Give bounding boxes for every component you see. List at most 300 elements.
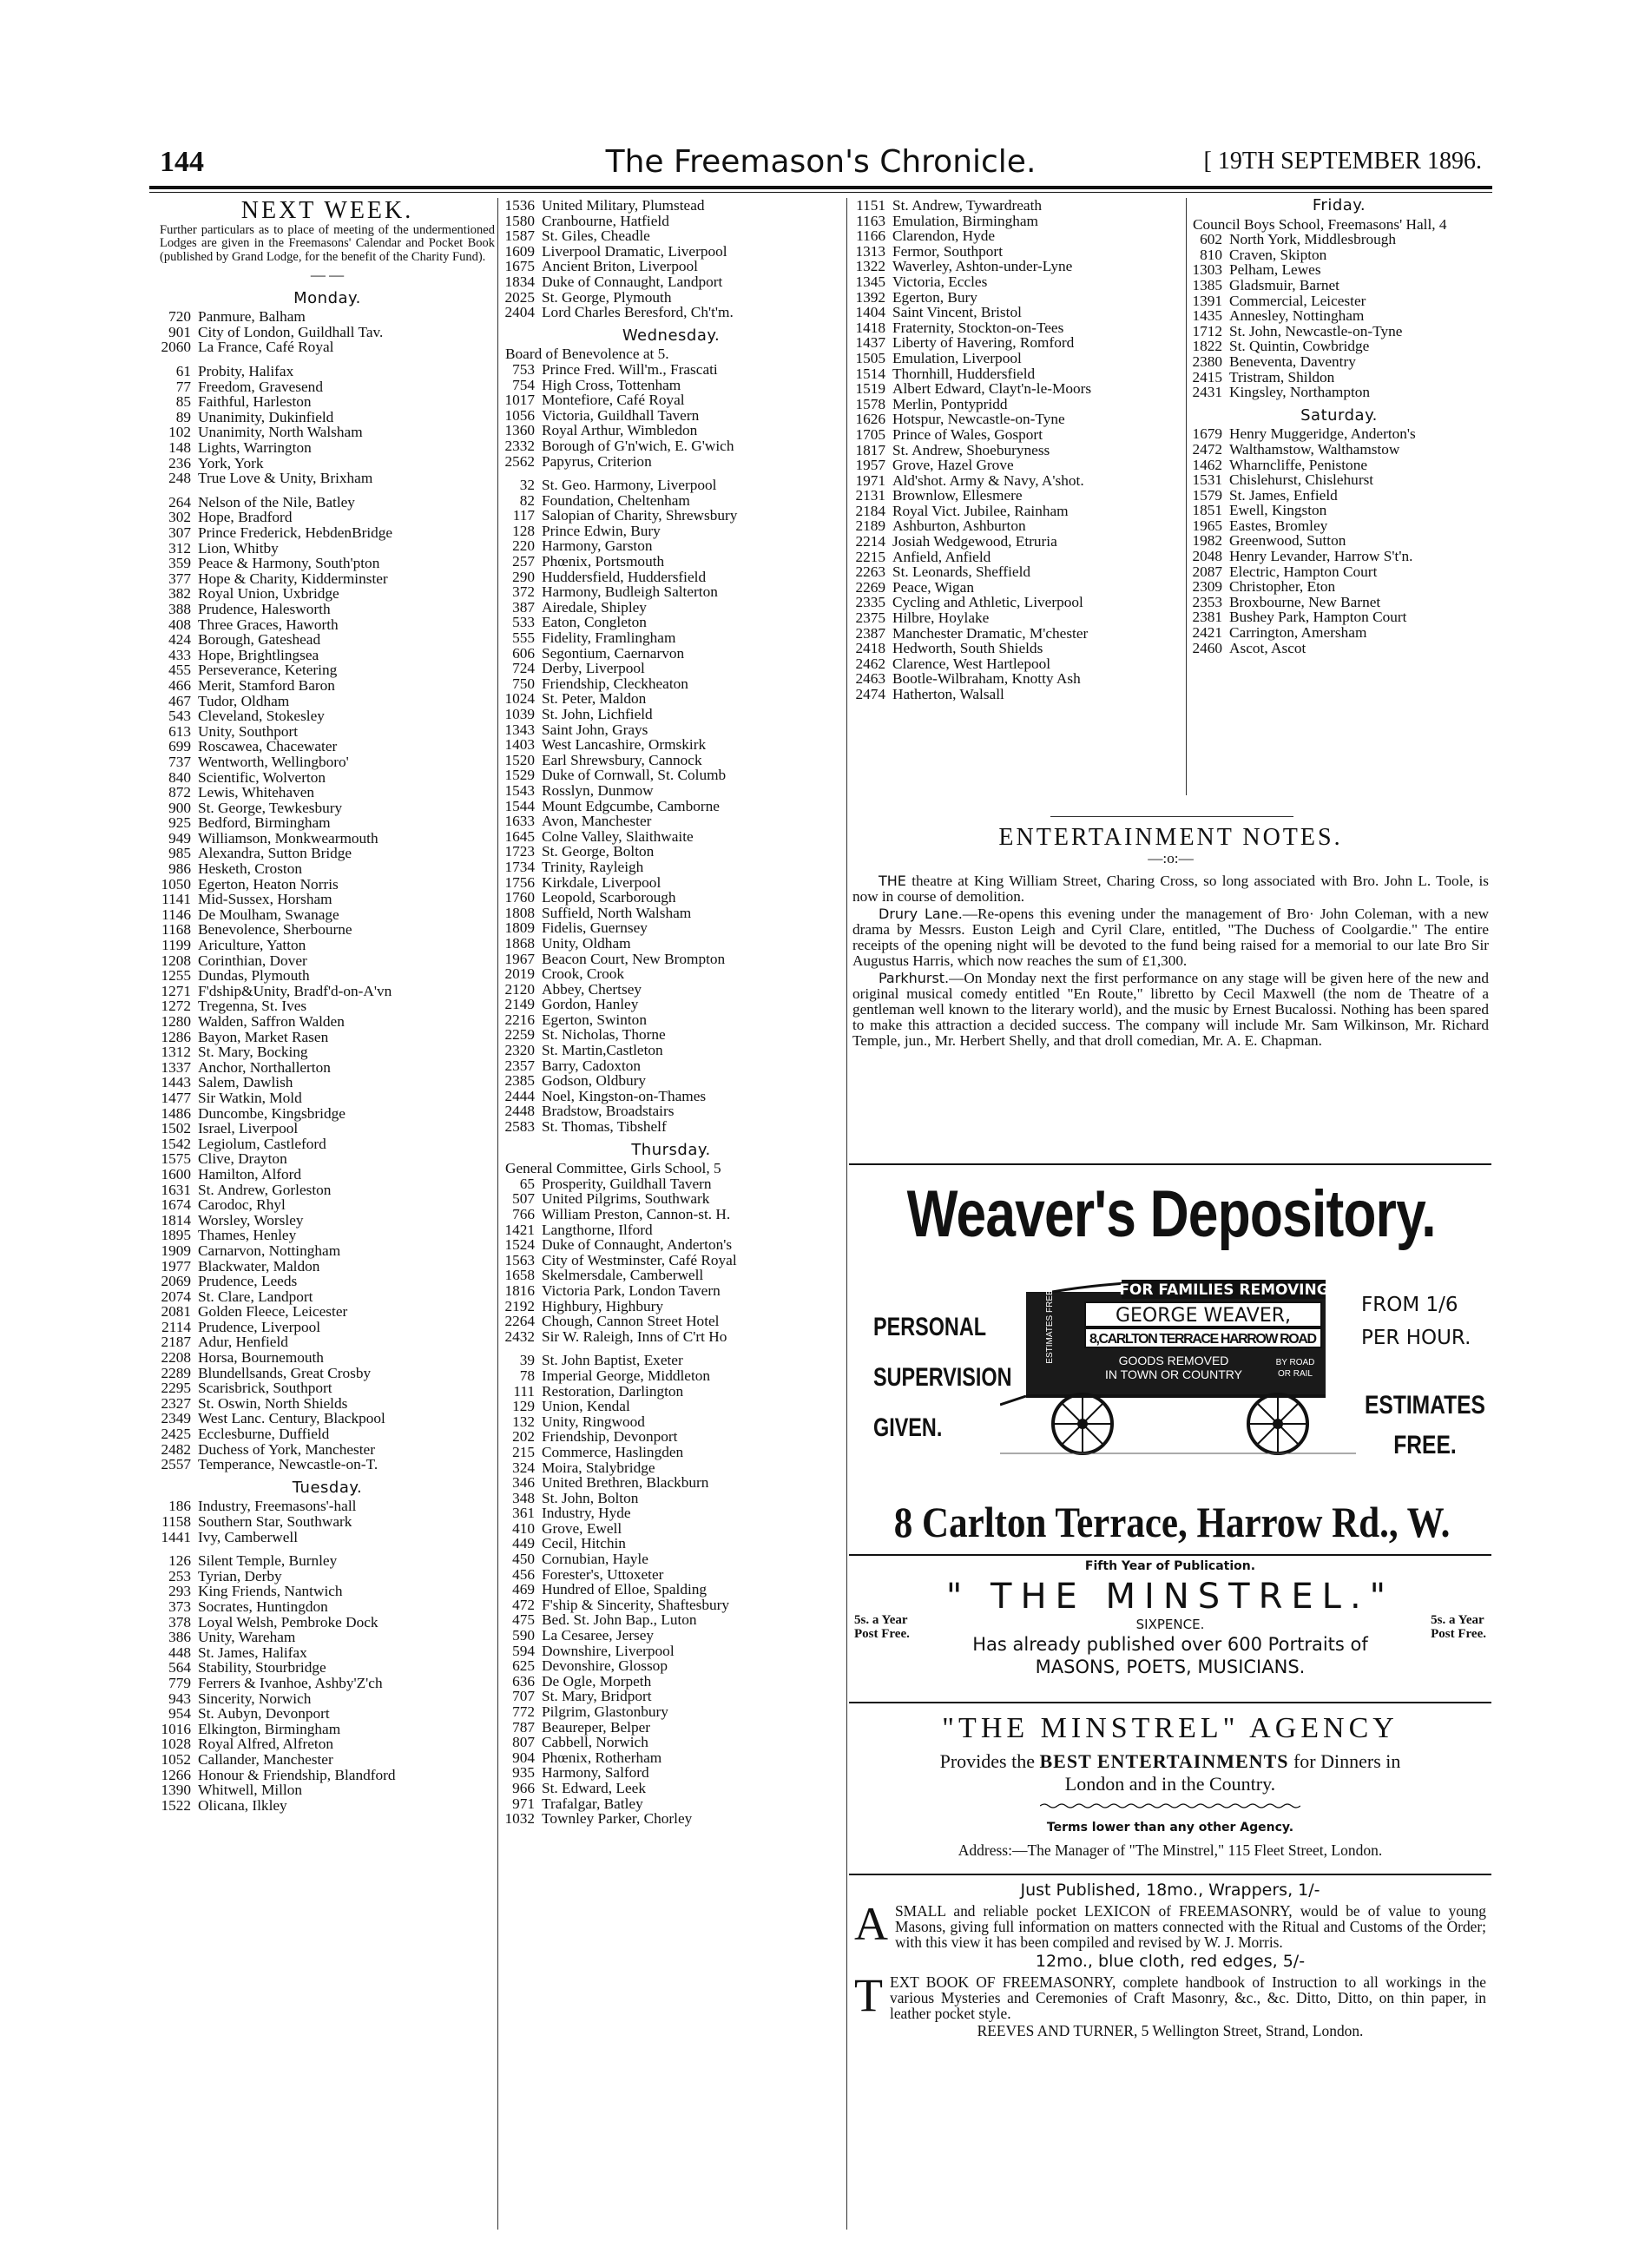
lodge-name: Unanimity, Dukinfield	[198, 408, 334, 425]
lodge-name: Williamson, Monkwearmouth	[198, 829, 378, 847]
lodge-entry	[158, 1228, 497, 1243]
lodge-entry	[1189, 458, 1489, 473]
lodge-number: 2421	[1192, 624, 1222, 642]
minstrel-price-right: 5s. a Year Post Free.	[1431, 1613, 1486, 1641]
lodge-entry	[502, 1399, 840, 1414]
lodge-number: 148	[168, 439, 191, 457]
lodge-entry	[502, 1475, 840, 1491]
lodge-number: 754	[512, 376, 535, 393]
lodge-number: 387	[512, 598, 535, 616]
lodge-number: 2557	[161, 1456, 191, 1473]
lodge-entry	[158, 968, 497, 984]
lodge-entry	[852, 641, 1187, 656]
lodge-name: Ariculture, Yatton	[198, 937, 306, 954]
lodge-name: Fidelity, Framlingham	[542, 629, 676, 647]
lodge-entry	[158, 325, 497, 340]
lodge-name: United Brethren, Blackburn	[542, 1474, 709, 1492]
lodge-number: 117	[512, 507, 535, 524]
lodge-name: Bushey Park, Hampton Court	[1229, 609, 1407, 626]
lodge-entry	[158, 1350, 497, 1366]
lodge-number: 236	[168, 454, 191, 471]
lodge-number: 2216	[504, 1011, 535, 1028]
lodge-name: Sir W. Raleigh, Inns of C'rt Ho	[542, 1327, 727, 1345]
lodge-entry	[502, 1612, 840, 1628]
lodge-entry	[158, 1380, 497, 1396]
lodge-entry	[502, 1384, 840, 1400]
lodge-entry	[158, 379, 497, 395]
lodge-name: Broxbourne, New Barnet	[1229, 593, 1381, 610]
day-heading-saturday: Saturday.	[1300, 405, 1378, 425]
lodge-number: 1343	[504, 721, 535, 738]
advert-rule	[849, 1874, 1491, 1875]
lodge-entry	[1189, 641, 1489, 656]
lodge-number: 257	[512, 553, 535, 570]
lodge-entry	[158, 632, 497, 648]
lodge-entry	[158, 571, 497, 587]
lodge-name: Hesketh, Croston	[198, 860, 302, 878]
lodge-entry	[502, 767, 840, 783]
lodge-name: Egerton, Heaton Norris	[198, 875, 339, 893]
lodge-name: Anchor, Northallerton	[198, 1058, 331, 1076]
lodge-entry	[158, 440, 497, 456]
lodge-name: Craven, Skipton	[1229, 246, 1327, 263]
lodge-name: Noel, Kingston-on-Thames	[542, 1087, 707, 1104]
wednesday-list	[502, 362, 840, 1135]
lodge-entry	[158, 1030, 497, 1045]
lodge-entry	[852, 656, 1187, 672]
lodge-number: 2074	[161, 1288, 191, 1305]
lodge-entry	[502, 1811, 840, 1827]
lodge-number: 1575	[161, 1150, 191, 1168]
lodge-name: Cranbourne, Hatfield	[542, 212, 669, 229]
lodge-number: 1360	[504, 422, 535, 439]
lodge-name: Thornhill, Huddersfield	[892, 365, 1036, 382]
textbook-description: TEXT BOOK OF FREEMASONRY, complete handbook of Instruction to all workings in the various Mysteries and Ceremonies of Craft Masonry, &c., &c. Ditto, Ditto, on thin paper, in leather pocket style.	[854, 1969, 1486, 2022]
divider-dash: — —	[310, 267, 345, 284]
issue-date: [ 19TH SEPTEMBER 1896.	[1203, 148, 1482, 175]
lodge-entry	[1189, 426, 1489, 442]
lodge-entry	[1189, 579, 1489, 595]
lodge-number: 388	[168, 600, 191, 617]
lodge-entry	[502, 1445, 840, 1460]
lodge-name: De Moulham, Swanage	[198, 906, 339, 923]
lodge-number: 720	[168, 308, 191, 326]
lodge-number: 1313	[855, 242, 885, 260]
lodge-number: 1404	[855, 304, 885, 321]
lodge-number: 2120	[504, 980, 535, 998]
lodge-entry	[502, 1582, 840, 1598]
lodge-entry	[158, 739, 497, 754]
lodge-entry	[852, 610, 1187, 626]
lodge-entry	[502, 244, 840, 260]
lodge-entry	[158, 785, 497, 800]
lodge-entry	[158, 1243, 497, 1259]
lodge-name: Victoria, Guildhall Tavern	[542, 406, 700, 424]
lodge-number: 779	[168, 1674, 191, 1691]
lodge-number: 1580	[504, 212, 535, 229]
lodge-entry	[158, 953, 497, 969]
lodge-name: Kingsley, Northampton	[1229, 384, 1371, 401]
lodge-entry	[502, 1704, 840, 1720]
lodge-name: Tristram, Shildon	[1229, 368, 1335, 385]
lodge-entry	[158, 1304, 497, 1320]
thursday-list-a	[502, 1176, 840, 1827]
lodge-number: 1563	[504, 1251, 535, 1268]
lodge-number: 1524	[504, 1236, 535, 1254]
wagon-or-rail: OR RAIL	[1277, 1369, 1313, 1379]
lodge-number: 467	[168, 692, 191, 709]
lodge-entry	[158, 1499, 497, 1514]
publisher-line: REEVES AND TURNER, 5 Wellington Street, Strand, London.	[977, 2022, 1364, 2039]
lodge-number: 1390	[161, 1782, 191, 1799]
lodge-entry	[158, 1599, 497, 1615]
lodge-entry	[158, 364, 497, 379]
books-ad	[854, 1882, 1486, 2039]
lodge-entry	[852, 366, 1187, 382]
lodge-entry	[852, 305, 1187, 320]
lodge-name: Corinthian, Dover	[198, 952, 307, 969]
lodge-name: Restoration, Darlington	[542, 1382, 684, 1400]
lodge-entry	[502, 1353, 840, 1368]
lodge-name: St. Geo. Harmony, Liverpool	[542, 477, 717, 494]
lodge-name: Hilbre, Hoylake	[892, 609, 990, 627]
lodge-entry	[502, 1089, 840, 1104]
lodge-entry	[502, 438, 840, 454]
lodge-entry	[158, 678, 497, 694]
lodge-entry	[502, 1314, 840, 1329]
lodge-number: 1579	[1192, 486, 1222, 504]
lodge-number: 1814	[161, 1211, 191, 1229]
lodge-number: 1519	[855, 380, 885, 398]
lodge-number: 1486	[161, 1104, 191, 1122]
lodge-number: 346	[512, 1474, 535, 1492]
lodge-entry	[502, 1735, 840, 1750]
lodge-name: Barry, Cadoxton	[542, 1057, 642, 1074]
lodge-number: 433	[168, 646, 191, 663]
lodge-number: 1280	[161, 1013, 191, 1030]
lodge-name: Hope, Bradford	[198, 509, 293, 526]
lodge-number: 1633	[504, 813, 535, 830]
lodge-number: 1028	[161, 1736, 191, 1753]
lodge-name: Duke of Cornwall, St. Columb	[542, 767, 727, 784]
lodge-entry	[502, 1329, 840, 1345]
lodge-entry	[502, 1103, 840, 1119]
lodge-number: 78	[519, 1367, 535, 1384]
lodge-entry	[1189, 595, 1489, 610]
lodge-name: Manchester Dramatic, M'chester	[892, 624, 1089, 642]
lodge-number: 1391	[1192, 292, 1222, 309]
lodge-name: Southern Star, Southwark	[198, 1513, 352, 1530]
lodge-number: 590	[512, 1627, 535, 1644]
lodge-number: 2269	[855, 578, 885, 596]
lodge-entry	[158, 1197, 497, 1213]
lodge-number: 2208	[161, 1349, 191, 1367]
lodge-entry	[502, 814, 840, 829]
lodge-entry	[502, 737, 840, 753]
lodge-number: 85	[175, 393, 191, 411]
lodge-name: Pelham, Lewes	[1229, 261, 1321, 279]
lodge-entry	[502, 646, 840, 662]
day-heading-tuesday: Tuesday.	[292, 1478, 363, 1497]
lodge-entry	[158, 770, 497, 786]
lodge-number: 2192	[504, 1297, 535, 1314]
lodge-name: Adur, Henfield	[198, 1334, 288, 1351]
lodge-number: 1385	[1192, 276, 1222, 293]
lodge-number: 1024	[504, 690, 535, 708]
lodge-number: 2385	[504, 1072, 535, 1090]
lodge-name: Prince of Wales, Gosport	[892, 425, 1043, 443]
lodge-number: 61	[175, 363, 191, 380]
lodge-number: 1437	[855, 334, 885, 352]
lodge-number: 1531	[1192, 471, 1222, 489]
lodge-entry	[502, 538, 840, 554]
lodge-number: 1050	[161, 875, 191, 893]
note-paragraph: Drury Lane.—Re-opens this evening under the management of Bro· John Coleman, with a new drama by Messrs. Euston Leigh and Cyril Clare, entitled, "The Duchess of Coolgardie." The entire receipts of the opening night will be devoted to the fund being raised for a memorial to our late Bro Sir Augustus Harris, which now reaches the sum of £1,300.	[852, 906, 1489, 969]
entertainment-ornament: —:o:—	[1148, 850, 1194, 866]
lodge-entry	[502, 1119, 840, 1135]
lodge-entry	[158, 754, 497, 770]
lodge-number: 625	[512, 1657, 535, 1675]
lodge-name: Cabbell, Norwich	[542, 1734, 648, 1751]
lodge-name: Hedworth, South Shields	[892, 640, 1043, 657]
lodge-name: De Ogle, Morpeth	[542, 1672, 652, 1690]
lodge-number: 1734	[504, 858, 535, 875]
lodge-entry	[158, 1151, 497, 1167]
lodge-entry	[502, 1253, 840, 1268]
wagon-banner: FOR FAMILIES REMOVING	[1119, 1281, 1329, 1299]
lodge-name: Phœnix, Rotherham	[542, 1749, 662, 1766]
entertainment-title: ENTERTAINMENT NOTES.	[998, 824, 1343, 851]
column-4	[1189, 198, 1489, 655]
lodge-number: 2019	[504, 965, 535, 983]
lodge-entry	[158, 456, 497, 471]
minstrel-price: SIXPENCE.	[1135, 1617, 1205, 1632]
lodge-entry	[1189, 308, 1489, 324]
lodge-entry	[158, 1676, 497, 1691]
lodge-entry	[852, 427, 1187, 443]
lodge-number: 1272	[161, 998, 191, 1015]
lodge-number: 2048	[1192, 548, 1222, 565]
lodge-entry	[158, 1615, 497, 1630]
lodge-number: 2418	[855, 640, 885, 657]
lodge-entry	[158, 1320, 497, 1335]
lodge-name: Ancient Briton, Liverpool	[542, 258, 698, 275]
lodge-name: Emulation, Birmingham	[892, 212, 1038, 229]
lodge-entry	[1189, 247, 1489, 263]
lodge-name: Saint Vincent, Bristol	[892, 304, 1022, 321]
lodge-name: Wharncliffe, Penistone	[1229, 456, 1367, 473]
lodge-number: 2349	[161, 1410, 191, 1427]
lodge-entry	[852, 198, 1187, 214]
lodge-entry	[502, 584, 840, 600]
lodge-entry	[158, 907, 497, 923]
lodge-entry	[158, 1736, 497, 1752]
lodge-name: Bayon, Market Rasen	[198, 1028, 329, 1045]
lodge-name: Commerce, Haslingden	[542, 1443, 684, 1460]
lodge-number: 382	[168, 585, 191, 603]
lodge-entry	[158, 1106, 497, 1122]
lodge-name: Egerton, Bury	[892, 288, 977, 306]
lodge-number: 2463	[855, 670, 885, 688]
wednesday-preamble: Board of Benevolence at 5.	[505, 346, 669, 363]
day-heading-monday: Monday.	[293, 288, 361, 307]
lodge-number: 943	[168, 1690, 191, 1707]
lodge-name: Hatherton, Walsall	[892, 686, 1004, 702]
lodge-name: Beacon Court, New Brompton	[542, 950, 726, 967]
lodge-number: 1337	[161, 1058, 191, 1076]
lodge-name: Peace & Harmony, South'pton	[198, 555, 380, 572]
lodge-number: 2472	[1192, 440, 1222, 458]
lodge-number: 359	[168, 555, 191, 572]
lodge-number: 2069	[161, 1273, 191, 1290]
lodge-number: 1158	[161, 1513, 191, 1530]
lodge-name: Unity, Wareham	[198, 1629, 296, 1646]
lodge-entry	[502, 214, 840, 229]
lodge-name: Airedale, Shipley	[542, 598, 647, 616]
lodge-name: St. Edward, Leek	[542, 1779, 646, 1796]
lodge-entry	[852, 504, 1187, 519]
lodge-name: Albert Edward, Clayt'n-le-Moors	[892, 380, 1092, 398]
lodge-entry	[158, 1289, 497, 1305]
lodge-name: Emulation, Liverpool	[892, 349, 1022, 366]
lodge-entry	[158, 1722, 497, 1737]
lodge-entry	[158, 1090, 497, 1106]
lodge-number: 1760	[504, 889, 535, 906]
lodge-name: Tyrian, Derby	[198, 1567, 282, 1584]
lodge-entry	[158, 1213, 497, 1229]
lodge-entry	[502, 753, 840, 768]
lodge-name: King Friends, Nantwich	[198, 1583, 343, 1600]
lodge-entry	[1189, 549, 1489, 564]
lodge-entry	[158, 1274, 497, 1289]
lodge-entry	[1189, 609, 1489, 625]
lodge-number: 904	[512, 1749, 535, 1766]
lodge-number: 1895	[161, 1227, 191, 1244]
lodge-name: Dundas, Plymouth	[198, 967, 310, 985]
lodge-entry	[852, 443, 1187, 458]
lodge-name: Liverpool Dramatic, Liverpool	[542, 242, 727, 260]
lodge-number: 507	[512, 1190, 535, 1208]
lodge-entry	[158, 1457, 497, 1472]
lodge-number: 1609	[504, 242, 535, 260]
lodge-name: St. Martin,Castleton	[542, 1042, 663, 1059]
lodge-number: 613	[168, 722, 191, 740]
lodge-number: 377	[168, 570, 191, 587]
lodge-number: 1756	[504, 873, 535, 891]
lodge-number: 1982	[1192, 532, 1222, 550]
lodge-entry	[502, 554, 840, 570]
lodge-entry	[502, 1505, 840, 1521]
lodge-name: F'ship & Sincerity, Shaftesbury	[542, 1596, 730, 1613]
lodge-entry	[158, 694, 497, 709]
weaver-left-copy: PERSONAL SUPERVISION GIVEN.	[873, 1313, 1012, 1442]
lodge-number: 253	[168, 1567, 191, 1584]
lodge-number: 1303	[1192, 261, 1222, 279]
lodge-entry	[502, 1551, 840, 1567]
lodge-number: 1809	[504, 919, 535, 937]
lodge-entry	[502, 508, 840, 524]
lodge-name: Merlin, Pontypridd	[892, 395, 1008, 412]
lodge-number: 602	[1200, 231, 1222, 248]
lodge-entry	[502, 1012, 840, 1028]
lodge-name: Royal Arthur, Wimbledon	[542, 422, 698, 439]
lodge-number: 2060	[161, 339, 191, 356]
lodge-name: St. Andrew, Tywardreath	[892, 197, 1043, 214]
lodge-number: 1817	[855, 441, 885, 458]
lodge-name: St. John, Lichfield	[542, 706, 653, 722]
lodge-entry	[502, 691, 840, 707]
lodge-name: Walden, Saffron Walden	[198, 1013, 345, 1030]
lodge-name: Hope & Charity, Kidderminster	[198, 570, 388, 587]
lodge-name: Christopher, Eton	[1229, 578, 1336, 596]
lodge-entry	[502, 600, 840, 616]
lodge-name: Duke of Connaught, Landport	[542, 273, 723, 290]
lodge-name: Gladsmuir, Barnet	[1229, 276, 1339, 293]
lodge-name: Faithful, Harleston	[198, 393, 312, 411]
lodge-number: 1967	[504, 950, 535, 967]
lodge-entry	[1189, 232, 1489, 247]
lodge-number: 386	[168, 1629, 191, 1646]
lodge-name: City of London, Guildhall Tav.	[198, 323, 384, 340]
lodge-number: 1971	[855, 471, 885, 489]
lodge-number: 2375	[855, 609, 885, 627]
lodge-entry	[158, 1442, 497, 1458]
lodge-entry	[502, 478, 840, 493]
lodge-number: 324	[512, 1459, 535, 1476]
lodge-number: 293	[168, 1583, 191, 1600]
lodge-entry	[502, 1283, 840, 1299]
lodge-number: 2214	[855, 533, 885, 550]
lodge-number: 1266	[161, 1766, 191, 1783]
lodge-name: Carrington, Amersham	[1229, 624, 1367, 642]
lodge-name: St. Giles, Cheadle	[542, 227, 650, 245]
lodge-number: 1529	[504, 767, 535, 784]
lodge-name: Imperial George, Middleton	[542, 1367, 711, 1384]
lodge-number: 872	[168, 784, 191, 801]
lodge-entry	[158, 556, 497, 571]
lodge-number: 986	[168, 860, 191, 878]
lodge-name: Harmony, Garston	[542, 537, 653, 555]
lodge-number: 1443	[161, 1074, 191, 1091]
lodge-entry	[158, 800, 497, 816]
lodge-name: Henry Muggeridge, Anderton's	[1229, 425, 1416, 443]
lodge-entry	[852, 412, 1187, 427]
lodge-number: 129	[512, 1398, 535, 1415]
lodge-entry	[158, 708, 497, 724]
lodge-number: 2295	[161, 1380, 191, 1397]
column-1	[158, 198, 497, 1813]
lodge-name: St. Oswin, North Shields	[198, 1394, 348, 1412]
lodge-name: St. James, Halifax	[198, 1644, 307, 1661]
lodge-entry	[502, 524, 840, 539]
lodge-entry	[158, 1014, 497, 1030]
lodge-name: Royal Vict. Jubilee, Rainham	[892, 502, 1069, 519]
lodge-number: 264	[168, 493, 191, 511]
lodge-number: 89	[175, 408, 191, 425]
lodge-name: Lights, Warrington	[198, 439, 312, 457]
lodge-entry	[158, 998, 497, 1014]
lodge-number: 1868	[504, 934, 535, 952]
lodge-name: Royal Alfred, Alfreton	[198, 1736, 333, 1753]
lodge-name: Ecclesburne, Duffield	[198, 1426, 330, 1443]
lodge-name: Avon, Manchester	[542, 813, 652, 830]
lodge-entry	[158, 1660, 497, 1676]
lodge-number: 449	[512, 1535, 535, 1552]
lodge-entry	[502, 1058, 840, 1074]
lodge-name: Benevolence, Sherbourne	[198, 921, 352, 939]
lodge-number: 1808	[504, 904, 535, 921]
lodge-name: Townley Parker, Chorley	[542, 1810, 693, 1828]
